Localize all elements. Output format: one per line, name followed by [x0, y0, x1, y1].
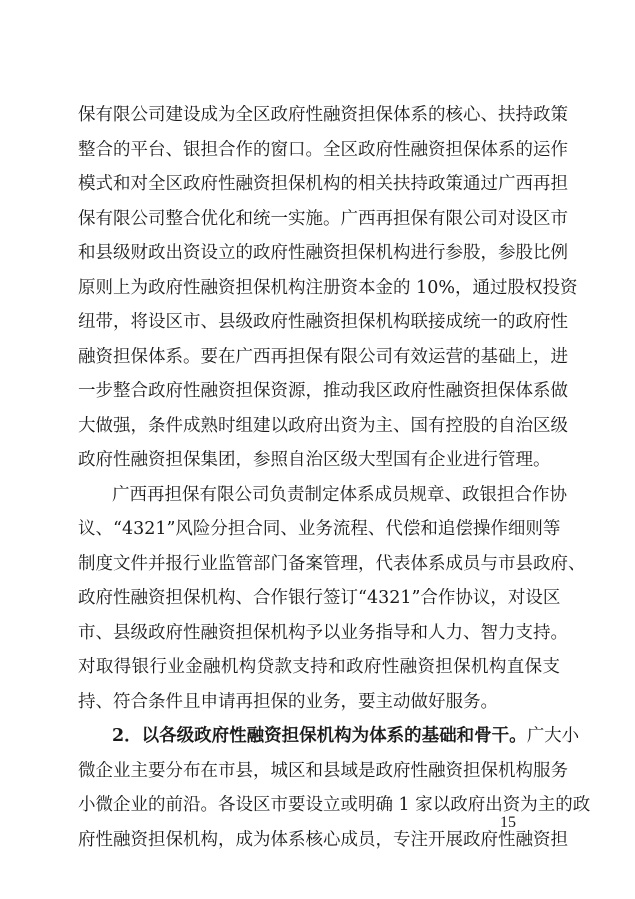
- body-text: [78, 98, 591, 857]
- text-line: 议、“4321”风险分担合同、业务流程、代偿和追偿操作细则等: [78, 519, 561, 539]
- text-line: 和县级财政出资设立的政府性融资担保机构进行参股，参股比例: [78, 243, 568, 263]
- text-line: 制度文件并报行业监管部门备案管理，代表体系成员与市县政府、: [78, 553, 586, 574]
- text-line: 市、县级政府性融资担保机构予以业务指导和人力、智力支持。: [78, 622, 568, 643]
- text-line: 府性融资担保机构，成为体系核心成员，专注开展政府性融资担: [78, 829, 568, 850]
- text-line: 原则上为政府性融资担保机构注册资本金的 10%，通过股权投资: [78, 277, 578, 298]
- text-line: 微企业主要分布在市县，城区和县域是政府性融资担保机构服务: [78, 760, 568, 781]
- text-line: 对取得银行业金融机构贷款支持和政府性融资担保机构直保支: [78, 657, 560, 677]
- text-line: 政府性融资担保集团，参照自治区级大型国有企业进行管理。: [78, 450, 551, 470]
- text-line: 大做强，条件成熟时组建以政府出资为主、国有控股的自治区级: [78, 415, 568, 436]
- text-line: 持、符合条件且申请再担保的业务，要主动做好服务。: [78, 691, 498, 712]
- text-line: 政府性融资担保机构、合作银行签订“4321”合作协议，对设区: [78, 588, 561, 608]
- text-line: 一步整合政府性融资担保资源，推动我区政府性融资担保体系做: [78, 381, 568, 401]
- text-line: 融资担保体系。要在广西再担保有限公司有效运营的基础上，进: [78, 346, 568, 367]
- section-heading-line: [78, 719, 580, 754]
- text-line: 小微企业的前沿。各设区市要设立或明确 1 家以政府出资为主的政: [78, 795, 591, 815]
- text-line: 保有限公司建设成为全区政府性融资担保体系的核心、扶持政策: [78, 105, 568, 125]
- text-line: 整合的平台、银担合作的窗口。全区政府性融资担保体系的运作: [78, 139, 568, 160]
- text-line: 保有限公司整合优化和统一实施。广西再担保有限公司对设区市: [78, 208, 568, 229]
- text-line: 模式和对全区政府性融资担保机构的相关扶持政策通过广西再担: [78, 174, 568, 194]
- page-number: 15: [500, 814, 516, 831]
- text-fragment: 广大小: [526, 726, 580, 746]
- text-line: 纽带，将设区市、县级政府性融资担保机构联接成统一的政府性: [78, 312, 568, 332]
- text-line: 广西再担保有限公司负责制定体系成员规章、政银担合作协: [112, 484, 567, 505]
- section-heading: 2．以各级政府性融资担保机构为体系的基础和骨干。: [112, 726, 527, 746]
